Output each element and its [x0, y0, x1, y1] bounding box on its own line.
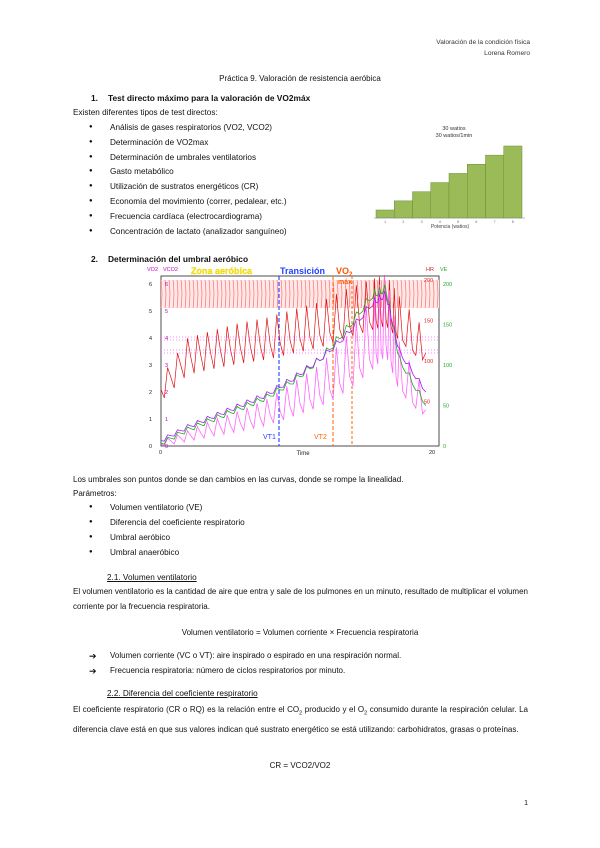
threshold-paragraph: Los umbrales son puntos donde se dan cambios en las curvas, donde se rompe la linealidad.: [73, 475, 404, 484]
sub1-item-1-text: Volumen corriente (VC o VT): aire inspirado o espirado en una respiración normal.: [110, 651, 402, 660]
axis-title-vco2: VCO2: [163, 267, 178, 273]
left-tick-label: 0: [149, 444, 153, 450]
left-tick-label: 2: [165, 390, 169, 396]
hr-tick-label: 200: [424, 278, 434, 284]
sub2-sub-a: 2: [299, 710, 303, 717]
sub1-item-2: [89, 666, 346, 676]
param-item: [89, 518, 245, 527]
section1-item-text: Determinación de umbrales ventilatorios: [110, 152, 257, 162]
left-tick-label: 3: [149, 363, 153, 369]
bar-step-2: [394, 201, 412, 218]
bar-tick: 2: [402, 220, 405, 224]
section1-item: [89, 167, 174, 177]
page-number: 1: [524, 800, 528, 807]
bar-tick: 8: [511, 220, 514, 224]
threshold-chart: [143, 262, 463, 458]
header-author: Lorena Romero: [484, 50, 530, 57]
sub2-sub-b: 2: [364, 710, 368, 717]
sub1-text: El volumen ventilatorio es la cantidad de aire que entra y sale de los pulmones en un minuto, resultado de multiplicar el volumen corriente por la frecuencia respiratoria.: [73, 587, 528, 611]
param-item-text: Umbral anaeróbico: [110, 548, 180, 557]
bullet-icon: ●: [89, 504, 93, 510]
axis-title-hr: HR: [426, 267, 434, 273]
section1-item: [89, 123, 272, 132]
bullet-icon: ●: [89, 198, 93, 204]
zone-vo2-sub: 2: [349, 272, 353, 278]
bullet-icon: ●: [89, 212, 93, 219]
section1-item-text: Análisis de gases respiratorios (VO2, VCO2): [110, 123, 272, 132]
left-tick-label: 0: [165, 444, 169, 450]
sub2-formula: CR = VCO2/VO2: [269, 761, 331, 770]
param-item: [89, 533, 171, 542]
bar-step-5: [449, 173, 467, 218]
bar-step-4: [431, 183, 449, 218]
bar-tick: 5: [457, 220, 460, 224]
section2-title: Determinación del umbral aeróbico: [108, 254, 249, 264]
section1-item: [89, 226, 287, 236]
header: [436, 37, 530, 59]
sub1-item-1: [89, 651, 402, 661]
hr-tick-label: 150: [424, 318, 434, 325]
hr-tick-label: 100: [424, 359, 434, 365]
zone-vo2-a: VO: [336, 266, 350, 276]
sub2-heading: 2.2. Diferencia del coeficiente respiratorio: [107, 689, 258, 698]
bar-label-2: 30 watios/1min: [435, 133, 473, 139]
bar-xlabel: Potencia (watios): [430, 224, 470, 230]
arrow-icon: ➔: [89, 666, 97, 676]
left-tick-label: 2: [149, 390, 153, 396]
section1-item: [89, 211, 262, 221]
bar-step-6: [467, 164, 485, 218]
vt1-label: VT1: [263, 434, 276, 441]
section1-title: Test directo máximo para la valoración de VO2máx: [108, 93, 311, 103]
left-tick-label: 4: [149, 336, 153, 342]
bullet-icon: ●: [89, 549, 93, 555]
axis-title-ve: VE: [440, 267, 448, 273]
bullet-icon: ●: [89, 124, 93, 130]
bullet-icon: ●: [89, 519, 93, 525]
power-step-chart: [370, 118, 530, 230]
axis-title-vo2: VO2: [147, 267, 159, 273]
section1-item-text: Concentración de lactato (analizador sanguíneo): [110, 226, 287, 236]
bar-tick: 1: [384, 220, 387, 224]
arrow-icon: ➔: [89, 651, 97, 661]
section1-item-text: Frecuencia cardíaca (electrocardiograma): [110, 211, 262, 221]
section1-item: [89, 197, 287, 206]
sub1-formula: Volumen ventilatorio = Volumen corriente × Frecuencia respiratoria: [181, 628, 419, 637]
left-tick-label: 5: [165, 309, 169, 315]
section2-number: 2.: [91, 254, 98, 264]
left-tick-label: 1: [165, 417, 169, 423]
section1-intro: Existen diferentes tipos de test directos:: [73, 108, 218, 117]
bullet-icon: ●: [89, 183, 93, 190]
param-item: [89, 548, 180, 557]
bar-tick: 4: [438, 220, 441, 224]
left-tick-label: 4: [165, 336, 169, 342]
x-tick-label: 0: [159, 450, 163, 456]
section1-item: [89, 152, 257, 162]
sub1-heading: 2.1. Volumen ventilatorio: [107, 573, 197, 582]
sub1-item-2-text: Frecuencia respiratoria: número de ciclos respiratorios por minuto.: [110, 666, 346, 675]
params-label: Parámetros:: [73, 489, 117, 498]
left-tick-label: 5: [149, 309, 153, 315]
sub2-text-a: El coeficiente respiratorio (CR o RQ) es la relación entre el CO: [73, 705, 300, 714]
bullet-icon: ●: [89, 534, 93, 540]
left-tick-label: 6: [149, 282, 153, 288]
sub2-text-c: consumido durante la respiración celular. La diferencia clave está en que sus valores indican qué sustrato energético se está utilizando: carbohidratos, grasas o proteínas.: [73, 705, 528, 734]
right-tick-label: 0: [443, 444, 447, 450]
right-tick-label: 150: [443, 322, 453, 329]
page-title: Práctica 9. Valoración de resistencia aeróbica: [219, 74, 381, 83]
section1-item: [89, 182, 259, 192]
zone-vo2max-sub: máx: [338, 279, 353, 286]
section1-item-text: Economía del movimiento (correr, pedalear, etc.): [110, 197, 287, 206]
section1-item-text: Determinación de VO2max: [110, 137, 209, 147]
bullet-icon: ●: [89, 138, 93, 145]
right-tick-label: 50: [443, 403, 450, 410]
bullet-icon: ●: [89, 153, 93, 160]
x-axis-label: Time: [296, 451, 310, 457]
right-tick-label: 100: [443, 363, 453, 369]
x-tick-label: 20: [429, 450, 436, 456]
zone-transition-label: Transición: [280, 266, 326, 276]
section1-item-text: Utilización de sustratos energéticos (CR): [110, 182, 259, 192]
param-item: [89, 503, 203, 512]
header-course: Valoración de la condición física: [436, 39, 530, 46]
section1-item-text: Gasto metabólico: [110, 167, 174, 177]
param-item-text: Diferencia del coeficiente respiratorio: [110, 518, 245, 527]
hr-tick-label: 50: [424, 399, 431, 406]
section1-heading: [91, 93, 310, 103]
bar-step-8: [504, 146, 522, 218]
left-tick-label: 1: [149, 417, 153, 423]
section1-item: [89, 137, 209, 147]
bar-step-3: [413, 192, 431, 218]
bar-tick: 6: [475, 220, 478, 224]
param-item-text: Volumen ventilatorio (VE): [110, 503, 203, 512]
bar-tick: 3: [420, 220, 423, 224]
bullet-icon: ●: [89, 227, 93, 234]
bar-step-1: [376, 210, 394, 218]
left-tick-label: 6: [165, 282, 169, 288]
bar-step-7: [486, 155, 504, 218]
sub2-text-b: producido y el O: [302, 705, 365, 714]
sub2-text: [73, 702, 528, 737]
vt2-label: VT2: [314, 434, 327, 441]
bar-label-1: 30 watios: [442, 126, 466, 132]
bullet-icon: ●: [89, 168, 93, 175]
zone-aerobic-label: Zona aeróbica: [191, 266, 253, 276]
right-tick-label: 200: [443, 282, 453, 288]
bar-tick: 7: [493, 220, 496, 224]
param-item-text: Umbral aeróbico: [110, 533, 171, 542]
left-tick-label: 3: [165, 363, 169, 369]
section1-number: 1.: [91, 93, 98, 103]
